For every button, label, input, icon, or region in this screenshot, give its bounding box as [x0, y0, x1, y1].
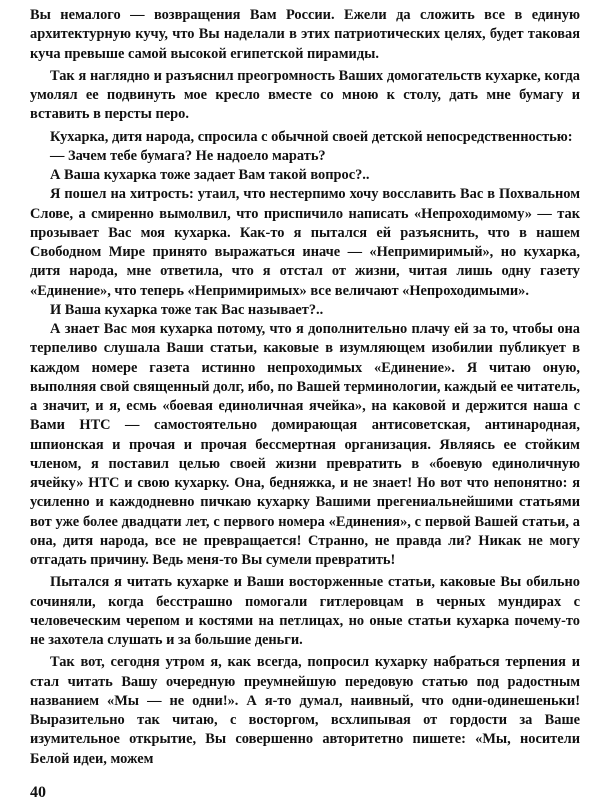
paragraph-10: Так вот, сегодня утром я, как всегда, попросил кухарку набраться терпения и стал читать Вашу очередную преумнейшую передовую статью под радостным названием «Мы — не одни!». А я-то думал, наивный, что одни-одинешеньки! Выразительно так читаю, с восторгом, всхлипывая от гордости за Ваше изумительное открытие, Вы совершенно авторитетно пишете: «Мы, носители Белой идеи, можем [30, 654, 580, 767]
body-text [30, 6, 580, 769]
book-page [30, 6, 580, 806]
paragraph-8: А знает Вас моя кухарка потому, что я дополнительно плачу ей за то, чтобы она терпеливо слушала Ваши статьи, каковые в изумляющем изобилии публикует в каждом номере газета истинно непроходимых «Единение». Я читаю оную, выполняя свой священный долг, ибо, по Вашей терминологии, каждый ее читатель, а значит, и я, есмь «боевая единоличная ячейка», на каковой и держится наша с Вами НТС — самостоятельно домирающая антисоветская, антинародная, шпионская и прочая и прочая бессмертная организация. Являясь ее стойким членом, я поставил целью своей жизни превратить в «боевую единоличную ячейку» НТС и свою кухарку. Она, бедняжка, и не знает! Но вот что непонятно: я усиленно и каждодневно пичкаю кухарку Вашими прегениальнейшими статьями вот уже более двадцати лет, с первого номера «Единения», с первой Вашей статьи, а она, дитя народа, все не превращается! Странно, не правда ли? Никак не могу отгадать причину. Ведь меня-то Вы сумели превратить! [30, 321, 580, 568]
page-number: 40 [30, 784, 46, 801]
paragraph-1: Вы немалого — возвращения Вам России. Ежели да сложить все в единую архитектурную кучу, что Вы наделали в этих патриотических целях, будет таковая куча превыше самой высокой египетской пирамиды. [30, 7, 580, 62]
paragraph-6: Я пошел на хитрость: утаил, что нестерпимо хочу восславить Вас в Похвальном Слове, а смиренно вымолвил, что приспичило написать «Непроходимому» — так прозывает Вас моя кухарка. Как-то я пытался ей разъяснить, что в нашем Свободном Мире принято выражаться иначе — «Непримиримый», но кухарка, дитя народа, мне ответила, что я отстал от жизни, читая лишь одну газету «Единение», что теперь «Непримиримых» все величают «Непроходимыми». [30, 186, 580, 299]
paragraph-3: Кухарка, дитя народа, спросила с обычной своей детской непосредственностью: [50, 128, 573, 145]
paragraph-2: Так я наглядно и разъяснил преогромность Ваших домогательств кухарке, когда умолял ее подвинуть мое кресло вместе со мною к столу, дать мне бумагу и вставить в персты перо. [30, 67, 580, 123]
paragraph-4: — Зачем тебе бумага? Не надоело марать? [50, 147, 326, 164]
paragraph-5: А Ваша кухарка тоже задает Вам такой вопрос?.. [50, 167, 370, 183]
paragraph-7: И Ваша кухарка тоже так Вас называет?.. [50, 301, 324, 318]
paragraph-9: Пытался я читать кухарке и Ваши восторженные статьи, каковые Вы обильно сочиняли, когда бесстрашно помогали гитлеровцам в черных мундирах с человеческим черепом и костями на петлицах, но оные статьи кухарка почему-то не захотела слушать и за большие деньги. [30, 574, 580, 648]
